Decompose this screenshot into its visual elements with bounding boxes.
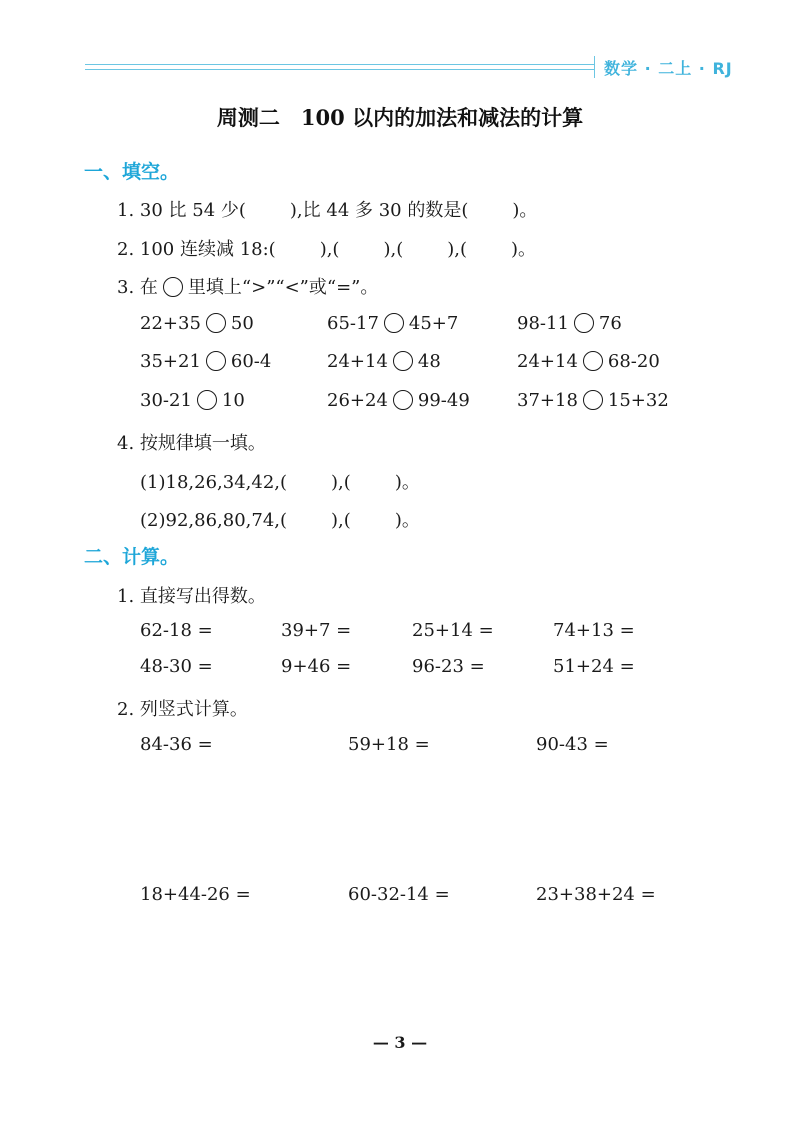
- compare-circle[interactable]: [384, 313, 404, 333]
- compare-item: 30-21 10: [140, 390, 245, 411]
- header-separator: [594, 56, 595, 78]
- pattern-row-2: (2)92,86,80,74,( ),( )。: [140, 510, 420, 531]
- compare-item: 24+14 48: [327, 351, 441, 372]
- compare-item: 35+21 60-4: [140, 351, 272, 372]
- question-1-4-title: 4. 按规律填一填。: [117, 433, 266, 454]
- question-1-1: 1. 30 比 54 少( ),比 44 多 30 的数是( )。: [117, 200, 538, 221]
- compare-item: 26+24 99-49: [327, 390, 470, 411]
- header-rule-bottom: [85, 69, 595, 70]
- compare-circle[interactable]: [206, 351, 226, 371]
- oral-calc-item: 51+24 =: [553, 656, 635, 677]
- vertical-calc-item: 23+38+24 =: [536, 884, 656, 905]
- question-1-3: 3. 在 里填上“>”“<”或“=”。: [117, 277, 379, 298]
- compare-circle[interactable]: [393, 390, 413, 410]
- circle-icon: [163, 277, 183, 297]
- compare-circle[interactable]: [583, 390, 603, 410]
- question-1-2: 2. 100 连续减 18:( ),( ),( ),( )。: [117, 239, 537, 260]
- compare-circle[interactable]: [206, 313, 226, 333]
- oral-calc-item: 96-23 =: [412, 656, 485, 677]
- compare-item: 98-11 76: [517, 313, 622, 334]
- oral-calc-item: 39+7 =: [281, 620, 352, 641]
- compare-item: 22+35 50: [140, 313, 254, 334]
- section-fill-in-heading: 一、填空。: [84, 161, 180, 183]
- oral-calc-item: 9+46 =: [281, 656, 352, 677]
- pattern-row-1: (1)18,26,34,42,( ),( )。: [140, 472, 420, 493]
- vertical-calc-item: 18+44-26 =: [140, 884, 251, 905]
- compare-circle[interactable]: [583, 351, 603, 371]
- vertical-calc-item: 90-43 =: [536, 734, 609, 755]
- compare-circle[interactable]: [197, 390, 217, 410]
- oral-calc-item: 62-18 =: [140, 620, 213, 641]
- oral-calc-item: 25+14 =: [412, 620, 494, 641]
- vertical-calc-item: 84-36 =: [140, 734, 213, 755]
- oral-calc-item: 48-30 =: [140, 656, 213, 677]
- oral-calc-item: 74+13 =: [553, 620, 635, 641]
- page-number: — 3 —: [372, 1033, 428, 1052]
- vertical-calc-item: 60-32-14 =: [348, 884, 450, 905]
- header-subject-label: 数学 · 二上 · RJ: [604, 59, 733, 78]
- compare-circle[interactable]: [574, 313, 594, 333]
- question-2-1-title: 1. 直接写出得数。: [117, 586, 266, 607]
- compare-item: 24+14 68-20: [517, 351, 660, 372]
- compare-item: 37+18 15+32: [517, 390, 669, 411]
- compare-circle[interactable]: [393, 351, 413, 371]
- header-rule-top: [85, 64, 595, 65]
- question-2-2-title: 2. 列竖式计算。: [117, 699, 248, 720]
- page-title: 周测二 100 以内的加法和减法的计算: [216, 105, 584, 130]
- section-calculation-heading: 二、计算。: [84, 546, 180, 568]
- compare-item: 65-17 45+7: [327, 313, 459, 334]
- vertical-calc-item: 59+18 =: [348, 734, 430, 755]
